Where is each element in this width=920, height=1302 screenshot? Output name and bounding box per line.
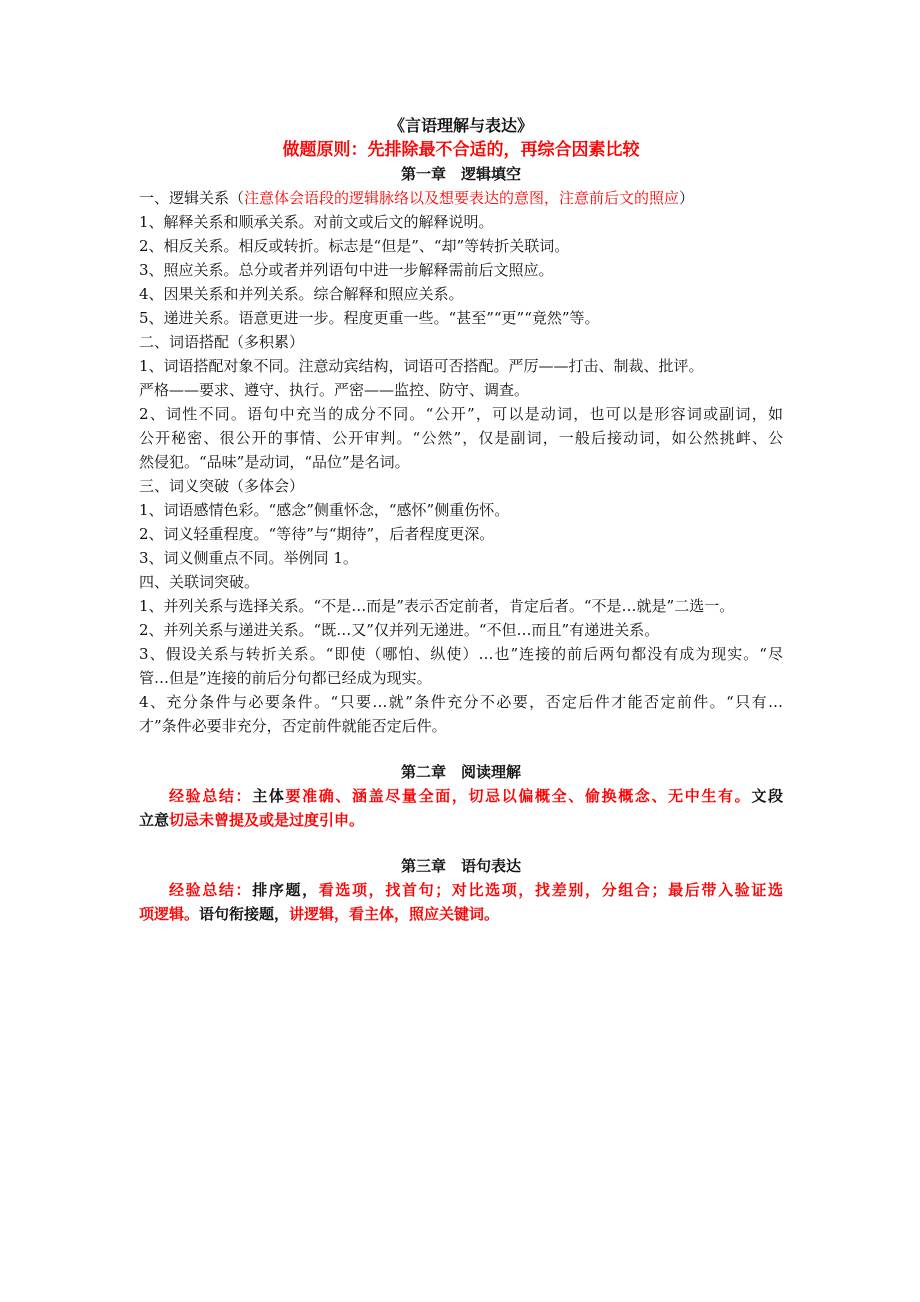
text-segment: 2、并列关系与递进关系。“既…又”仅并列无递进。“不但…而且”有递进关系。	[139, 621, 660, 639]
highlighted-text: 经验总结：	[169, 881, 253, 899]
text-segment: 管…但是”连接的前后分句都已经成为现实。	[139, 669, 432, 687]
text-line	[139, 282, 783, 306]
text-segment: 二、词语搭配（多积累）	[139, 333, 305, 351]
text-segment: 3、照应关系。总分或者并列语句中进一步解释需前后文照应。	[139, 261, 554, 279]
text-segment: 然侵犯。“品味”是动词，“品位”是名词。	[139, 453, 410, 471]
document-page	[139, 114, 783, 926]
text-line	[139, 618, 783, 642]
text-line	[139, 306, 783, 330]
chapter-1-heading: 第一章 逻辑填空	[400, 165, 521, 183]
text-line	[139, 546, 783, 570]
chapter-3-summary	[139, 878, 783, 926]
highlighted-text: 要准确、涵盖尽量全面，切忌以偏概全、偷换概念、无中生有。	[285, 787, 752, 805]
chapter-3-heading: 第三章 语句表达	[400, 857, 521, 875]
text-segment: 5、递进关系。语意更进一步。程度更重一些。“甚至”“更”“竟然”等。	[139, 309, 600, 327]
highlighted-text: 经验总结：	[169, 787, 253, 805]
chapter-2-heading: 第二章 阅读理解	[400, 763, 521, 781]
text-line	[139, 902, 783, 926]
text-segment: 一、逻辑关系（	[139, 189, 245, 207]
text-segment: 2、词性不同。语句中充当的成分不同。“公开”，可以是动词，也可以是形容词或副词，如	[139, 405, 783, 423]
text-segment: 四、关联词突破。	[139, 573, 260, 591]
text-segment: 1、并列关系与选择关系。“不是…而是”表示否定前者，肯定后者。“不是…就是”二选一。	[139, 597, 735, 615]
document-title: 《言语理解与表达》	[388, 116, 533, 135]
text-segment: 1、解释关系和顺承关系。对前文或后文的解释说明。	[139, 213, 494, 231]
text-segment: 三、词义突破（多体会）	[139, 477, 305, 495]
text-segment: 2、相反关系。相反或转折。标志是“但是”、“却”等转折关联词。	[139, 237, 570, 255]
text-segment: 公开秘密、很公开的事情、公开审判。“公然”，仅是副词，一般后接动词，如公然挑衅、公	[139, 429, 783, 447]
text-line	[139, 210, 783, 234]
text-segment: ）	[679, 189, 695, 207]
text-segment: 4、因果关系和并列关系。综合解释和照应关系。	[139, 285, 464, 303]
highlighted-text: 切忌未曾提及或是过度引申。	[169, 811, 365, 829]
text-line	[139, 474, 783, 498]
text-segment: 立意	[139, 811, 170, 829]
text-line	[139, 426, 783, 450]
text-line	[139, 666, 783, 690]
text-segment: 1、词语搭配对象不同。注意动宾结构，词语可否搭配。严厉——打击、制裁、批评。	[139, 357, 704, 375]
solving-principle: 做题原则：先排除最不合适的，再综合因素比较	[282, 140, 640, 160]
text-line	[139, 330, 783, 354]
text-line	[139, 878, 783, 902]
text-line	[139, 354, 783, 378]
text-line	[139, 690, 783, 714]
text-segment: 才”条件必要非充分，否定前件就能否定后件。	[139, 717, 447, 735]
text-line	[139, 258, 783, 282]
text-line	[139, 808, 783, 832]
text-line	[139, 522, 783, 546]
highlighted-text: 注意体会语段的逻辑脉络以及想要表达的意图，注意前后文的照应	[244, 189, 680, 207]
text-line	[139, 642, 783, 666]
text-line	[139, 402, 783, 426]
highlighted-text: 讲逻辑，看主体，照应关键词。	[289, 905, 500, 923]
text-segment: 文段	[751, 787, 783, 805]
text-line	[139, 714, 783, 738]
text-line	[139, 378, 783, 402]
highlighted-text: 看选项，找首句；对比选项，找差别，分组合；最后带入验证选	[318, 881, 783, 899]
text-segment: 排序题，	[252, 881, 319, 899]
text-line	[139, 784, 783, 808]
text-segment: 4、充分条件与必要条件。“只要…就”条件充分不必要，否定后件才能否定前件。“只有…	[139, 693, 783, 711]
text-line	[139, 498, 783, 522]
text-segment: 严格——要求、遵守、执行。严密——监控、防守、调查。	[139, 381, 530, 399]
text-segment: 1、词语感情色彩。“感念”侧重怀念，“感怀”侧重伤怀。	[139, 501, 510, 519]
text-segment: 语句衔接题，	[199, 905, 290, 923]
text-segment: 3、假设关系与转折关系。“即使（哪怕、纵使）…也”连接的前后两句都没有成为现实。“尽	[139, 645, 783, 663]
text-line	[139, 186, 783, 210]
text-segment: 主体	[252, 787, 286, 805]
text-line	[139, 570, 783, 594]
chapter-2-summary	[139, 784, 783, 832]
text-segment: 2、词义轻重程度。“等待”与“期待”，后者程度更深。	[139, 525, 495, 543]
text-line	[139, 450, 783, 474]
text-line	[139, 234, 783, 258]
text-segment: 3、词义侧重点不同。举例同 1。	[139, 549, 358, 567]
highlighted-text: 项逻辑。	[139, 905, 200, 923]
chapter-1-body	[139, 186, 783, 738]
text-line	[139, 594, 783, 618]
